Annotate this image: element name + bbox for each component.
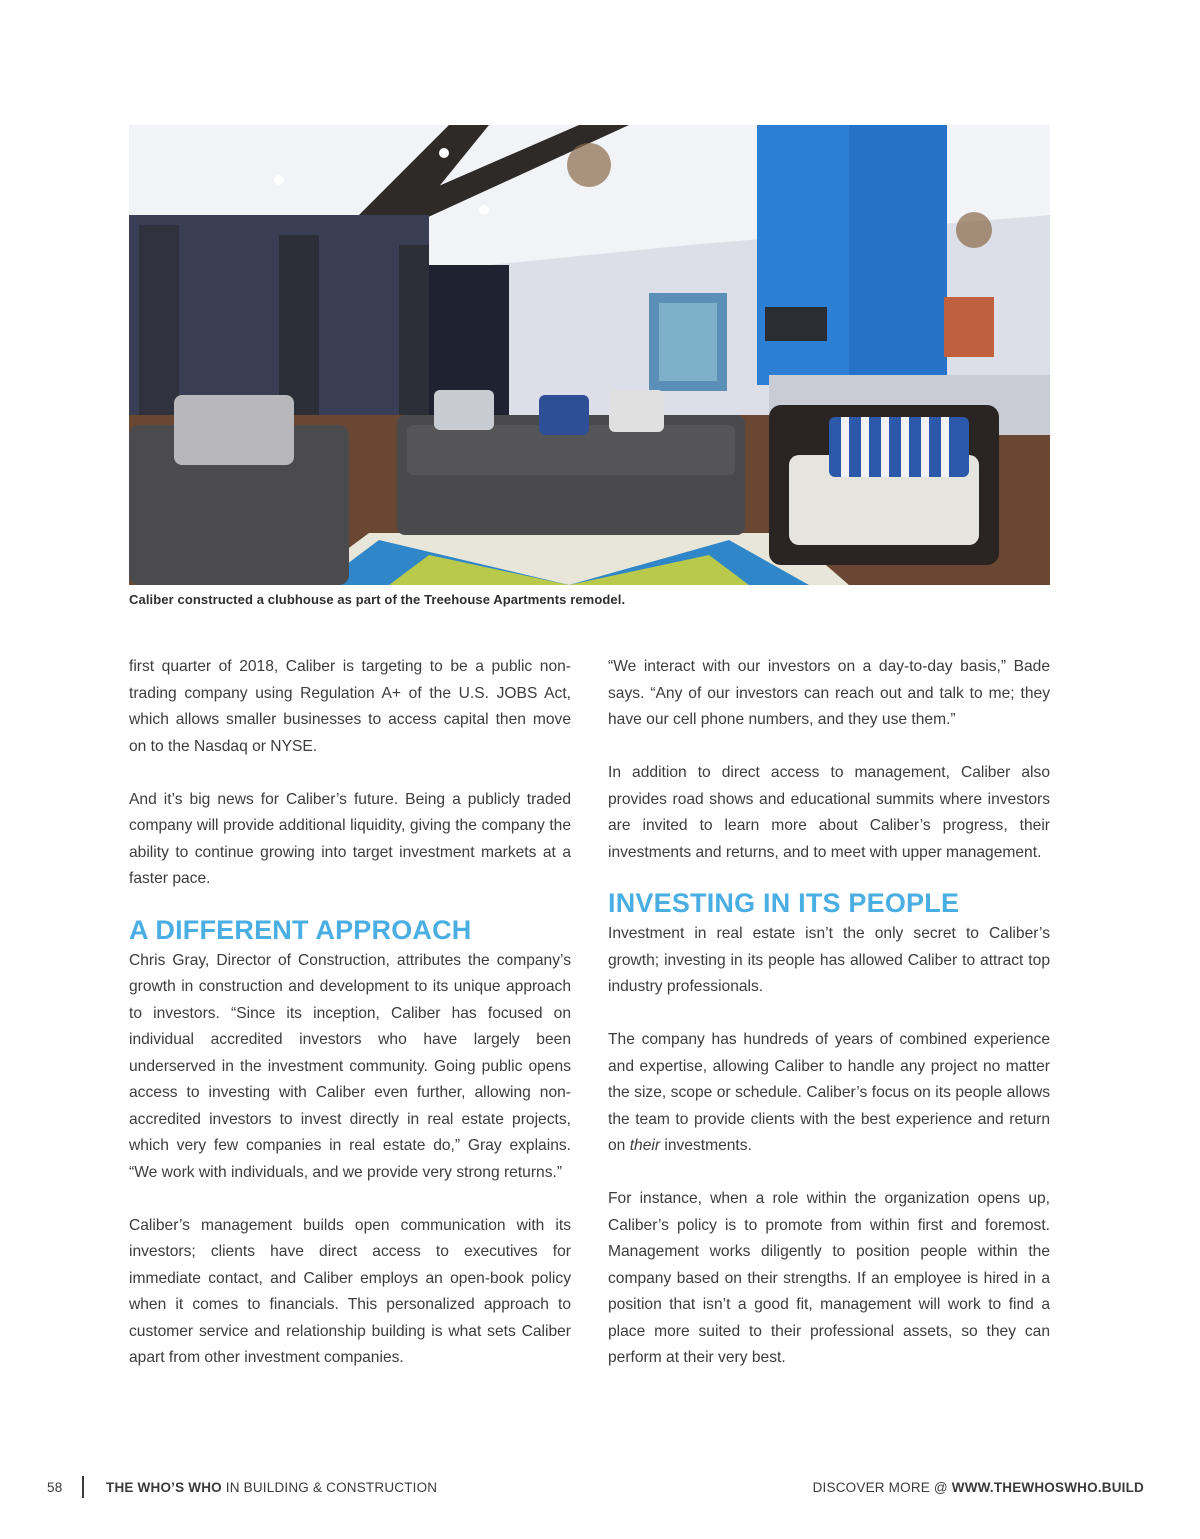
discover-more [813, 1480, 1144, 1495]
right-paragraph-4 [608, 1027, 1050, 1160]
left-paragraph-3: Chris Gray, Director of Construction, attributes the company’s growth in construction and development to its unique approach to investors. “Since its inception, Caliber has focused on individual accredited investors who have largely been underserved in the investment community. Going public opens access to investing with Caliber even further, allowing non-accredited investors to invest directly in real estate projects, which very few companies in real estate do,” Gray explains. “We work with individuals, and we provide very strong returns.” [129, 951, 571, 1181]
right-column [608, 654, 1050, 1398]
section-heading-different-approach: A DIFFERENT APPROACH [129, 914, 472, 945]
publication-name-rest: IN BUILDING & CONSTRUCTION [221, 1480, 438, 1495]
right-paragraph-5: For instance, when a role within the organization opens up, Caliber’s policy is to promote from within first and foremost. Management works diligently to position people within the company based on their strengths. If an employee is hired in a position that isn’t a good fit, management will work to find a place more suited to their professional assets, so they can perform at their very best. [608, 1190, 1050, 1366]
left-paragraph-2: And it’s big news for Caliber’s future. Being a publicly traded company will provide additional liquidity, giving the company the ability to continue growing into target investment markets at a faster pace. [129, 790, 571, 887]
right-paragraph-4-text: The company has hundreds of years of combined experience and expertise, allowing Caliber to handle any project no matter the size, scope or schedule. Caliber’s focus on its people allows the team to provide clients with the best experience and return on [608, 1031, 1050, 1154]
publication-name [106, 1480, 437, 1495]
publication-name-bold: THE WHO’S WHO [106, 1480, 222, 1495]
section-heading-investing-people: INVESTING IN ITS PEOPLE [608, 888, 960, 918]
right-paragraph-4-end: investments. [660, 1137, 752, 1154]
right-paragraph-2: In addition to direct access to management, Caliber also provides road shows and educational summits where investors are invited to learn more about Caliber’s progress, their investments and returns, and to meet with upper management. [608, 764, 1050, 861]
left-paragraph-1: first quarter of 2018, Caliber is targeting to be a public non-trading company using Regulation A+ of the U.S. JOBS Act, which allows smaller businesses to access capital then move on to the Nasdaq or NYSE. [129, 658, 571, 755]
footer-divider [82, 1476, 84, 1498]
page-number: 58 [47, 1480, 63, 1495]
left-column [129, 654, 571, 1398]
photo-caption: Caliber constructed a clubhouse as part of the Treehouse Apartments remodel. [129, 592, 626, 607]
left-paragraph-4: Caliber’s management builds open communication with its investors; clients have direct access to executives for immediate contact, and Caliber employs an open-book policy when it comes to financials. This personalized approach to customer service and relationship building is what sets Caliber apart from other investment companies. [129, 1216, 571, 1366]
clubhouse-photo [129, 125, 1050, 585]
right-paragraph-4-emphasis: their [629, 1137, 661, 1154]
right-paragraph-3: Investment in real estate isn’t the only secret to Caliber’s growth; investing in its people has allowed Caliber to attract top industry professionals. [608, 925, 1050, 995]
page-footer [0, 1476, 1200, 1500]
right-paragraph-1: “We interact with our investors on a day-to-day basis,” Bade says. “Any of our investors can reach out and talk to me; they have our cell phone numbers, and they use them.” [608, 658, 1050, 728]
website-link[interactable]: WWW.THEWHOSWHO.BUILD [951, 1480, 1144, 1495]
discover-more-label: DISCOVER MORE @ [812, 1480, 952, 1495]
clubhouse-illustration [129, 125, 1050, 585]
